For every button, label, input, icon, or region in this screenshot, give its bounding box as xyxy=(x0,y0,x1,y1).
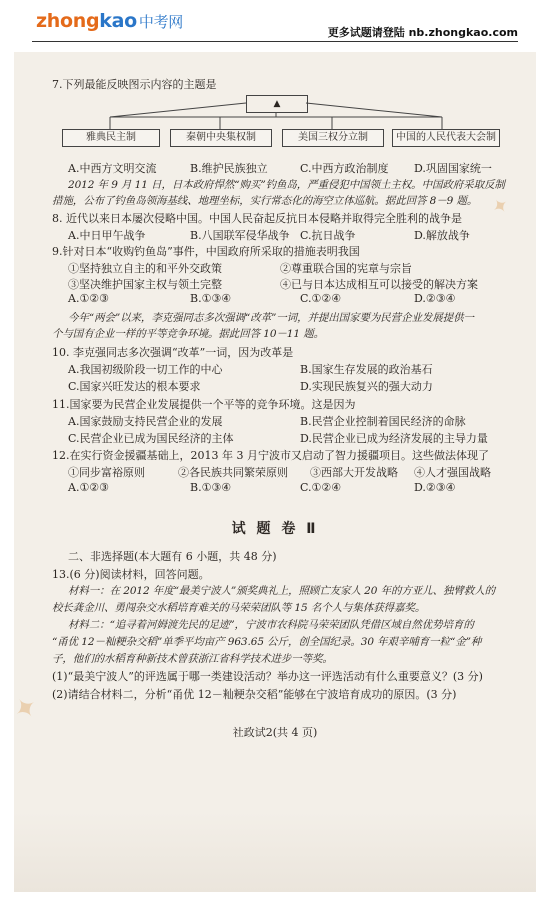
q10-stem: 10. 李克强同志多次强调“改革”一词，因为改革是 xyxy=(52,346,294,359)
q11-option-a: A.国家鼓励支持民营企业的发展 xyxy=(68,415,223,428)
q10-option-d: D.实现民族复兴的强大动力 xyxy=(300,380,433,393)
q13-material2-line1: 材料二：“追寻着河姆渡先民的足迹”，宁波市农科院马荣荣团队凭借区域自然优势培育的 xyxy=(68,619,474,631)
q12-option-d: D.②③④ xyxy=(414,481,456,494)
q12-option-c: C.①②④ xyxy=(300,481,342,494)
q10-option-b: B.国家生存发展的政治基石 xyxy=(300,363,433,376)
q12-stem: 12.在实行资金援疆基础上，2013 年 3 月宁波市又启动了智力援疆项目。这些做法体现了 xyxy=(52,449,489,462)
logo-text-cn: 中考网 xyxy=(138,13,183,31)
diagram-triangle: ▲ xyxy=(273,99,281,109)
diagram-box-1: 雅典民主制 xyxy=(62,129,160,147)
q7-diagram xyxy=(52,95,500,153)
site-logo[interactable] xyxy=(36,10,183,32)
logo-text-kao: kao xyxy=(99,10,137,32)
q13-sub1: (1)“最美宁波人”的评选属于哪一类建设活动？举办这一评选活动有什么重要意义？(3 分) xyxy=(52,670,483,683)
diagram-box-4: 中国的人民代表大会制 xyxy=(392,129,500,147)
passage1-line2: 措施，公布了钓鱼岛领海基线、地理坐标，实行常态化的海空立体巡航。据此回答 8－9 题。 xyxy=(52,195,478,207)
paper-shade xyxy=(14,812,536,892)
q9-item-1: ①坚持独立自主的和平外交政策 xyxy=(68,262,222,275)
watermark-corner: ✦ xyxy=(6,688,45,729)
passage2-line1: 今年“两会”以来，李克强同志多次强调“改革”一词，并提出国家要为民营企业发展提供一 xyxy=(68,312,474,324)
q12-item-1: ①同步富裕原则 xyxy=(68,466,145,479)
watermark-mark: ✦ xyxy=(486,191,515,221)
q9-stem: 9.针对日本“收购钓鱼岛”事件，中国政府所采取的措施表明我国 xyxy=(52,245,360,258)
q9-item-4: ④已与日本达成相互可以接受的解决方案 xyxy=(280,278,478,291)
q9-item-2: ②尊重联合国的宪章与宗旨 xyxy=(280,262,412,275)
q13-material1-line1: 材料一：在 2012 年度“最美宁波人”颁奖典礼上，照顾亡友家人 20 年的方亚儿、独臂救人的 xyxy=(68,585,495,597)
q9-option-c: C.①②④ xyxy=(300,292,342,305)
q13-material2-line3: 子，他们的水稻育种新技术曾获浙江省科学技术进步一等奖。 xyxy=(52,653,333,665)
q10-option-a: A.我国初级阶段一切工作的中心 xyxy=(68,363,223,376)
diagram-box-3: 美国三权分立制 xyxy=(282,129,384,147)
q8-option-d: D.解放战争 xyxy=(414,229,470,242)
header-divider xyxy=(32,41,518,42)
passage2-line2: 个与国有企业一样的平等竞争环境。据此回答 10－11 题。 xyxy=(52,328,324,340)
q11-stem: 11.国家要为民营企业发展提供一个平等的竞争环境。这是因为 xyxy=(52,398,356,411)
q8-option-c: C.抗日战争 xyxy=(300,229,356,242)
q11-option-c: C.民营企业已成为国民经济的主体 xyxy=(68,432,234,445)
q13-sub2: (2)请结合材料二，分析“甬优 12－籼粳杂交稻”能够在宁波培育成功的原因。(3 分) xyxy=(52,688,457,701)
passage1-line1: 2012 年 9 月 11 日，日本政府悍然“购买”钓鱼岛，严重侵犯中国领土主权。中国政府采取反制 xyxy=(68,179,505,191)
q13-stem: 13.(6 分)阅读材料，回答问题。 xyxy=(52,568,210,581)
q13-material2-line2: “甬优 12－籼粳杂交稻”单季平均亩产 963.65 公斤，创全国纪录。30 年艰辛哺育一粒“金”种 xyxy=(52,636,482,648)
diagram-box-2: 秦朝中央集权制 xyxy=(170,129,272,147)
q9-option-d: D.②③④ xyxy=(414,292,456,305)
q13-material1-line2: 校长龚金川、勇闯杂交水稻培育难关的马荣荣团队等 15 名个人与集体获得嘉奖。 xyxy=(52,602,426,614)
q9-option-b: B.①③④ xyxy=(190,292,232,305)
header-login-link[interactable]: 更多试题请登陆 nb.zhongkao.com xyxy=(327,26,518,39)
q7-option-b: B.维护民族独立 xyxy=(190,162,268,175)
q11-option-b: B.民营企业控制着国民经济的命脉 xyxy=(300,415,466,428)
q8-option-a: A.中日甲午战争 xyxy=(68,229,146,242)
diagram-top-box xyxy=(246,95,308,113)
q12-item-2: ②各民族共同繁荣原则 xyxy=(178,466,288,479)
q9-item-3: ③坚决维护国家主权与领土完整 xyxy=(68,278,222,291)
site-header xyxy=(0,0,550,44)
part2-heading: 二、非选择题(本大题有 6 小题，共 48 分) xyxy=(68,550,277,563)
q7-option-c: C.中西方政治制度 xyxy=(300,162,389,175)
q8-option-b: B.八国联军侵华战争 xyxy=(190,229,290,242)
q9-option-a: A.①②③ xyxy=(68,292,110,305)
q8-stem: 8. 近代以来日本屡次侵略中国。中国人民奋起反抗日本侵略并取得完全胜利的战争是 xyxy=(52,212,462,225)
logo-text-zhong: zhong xyxy=(36,10,100,32)
q7-option-d: D.巩固国家统一 xyxy=(414,162,492,175)
q12-option-a: A.①②③ xyxy=(68,481,110,494)
page-footer: 社政试2(共 4 页) xyxy=(232,726,318,739)
q12-item-4: ④人才强国战略 xyxy=(414,466,491,479)
q12-option-b: B.①③④ xyxy=(190,481,232,494)
q11-option-d: D.民营企业已成为经济发展的主导力量 xyxy=(300,432,488,445)
q7-stem: 7.下列最能反映图示内容的主题是 xyxy=(52,78,217,91)
q12-item-3: ③西部大开发战略 xyxy=(310,466,398,479)
q10-option-c: C.国家兴旺发达的根本要求 xyxy=(68,380,201,393)
section-title: 试 题 卷 Ⅱ xyxy=(231,521,319,537)
q7-option-a: A.中西方文明交流 xyxy=(68,162,157,175)
